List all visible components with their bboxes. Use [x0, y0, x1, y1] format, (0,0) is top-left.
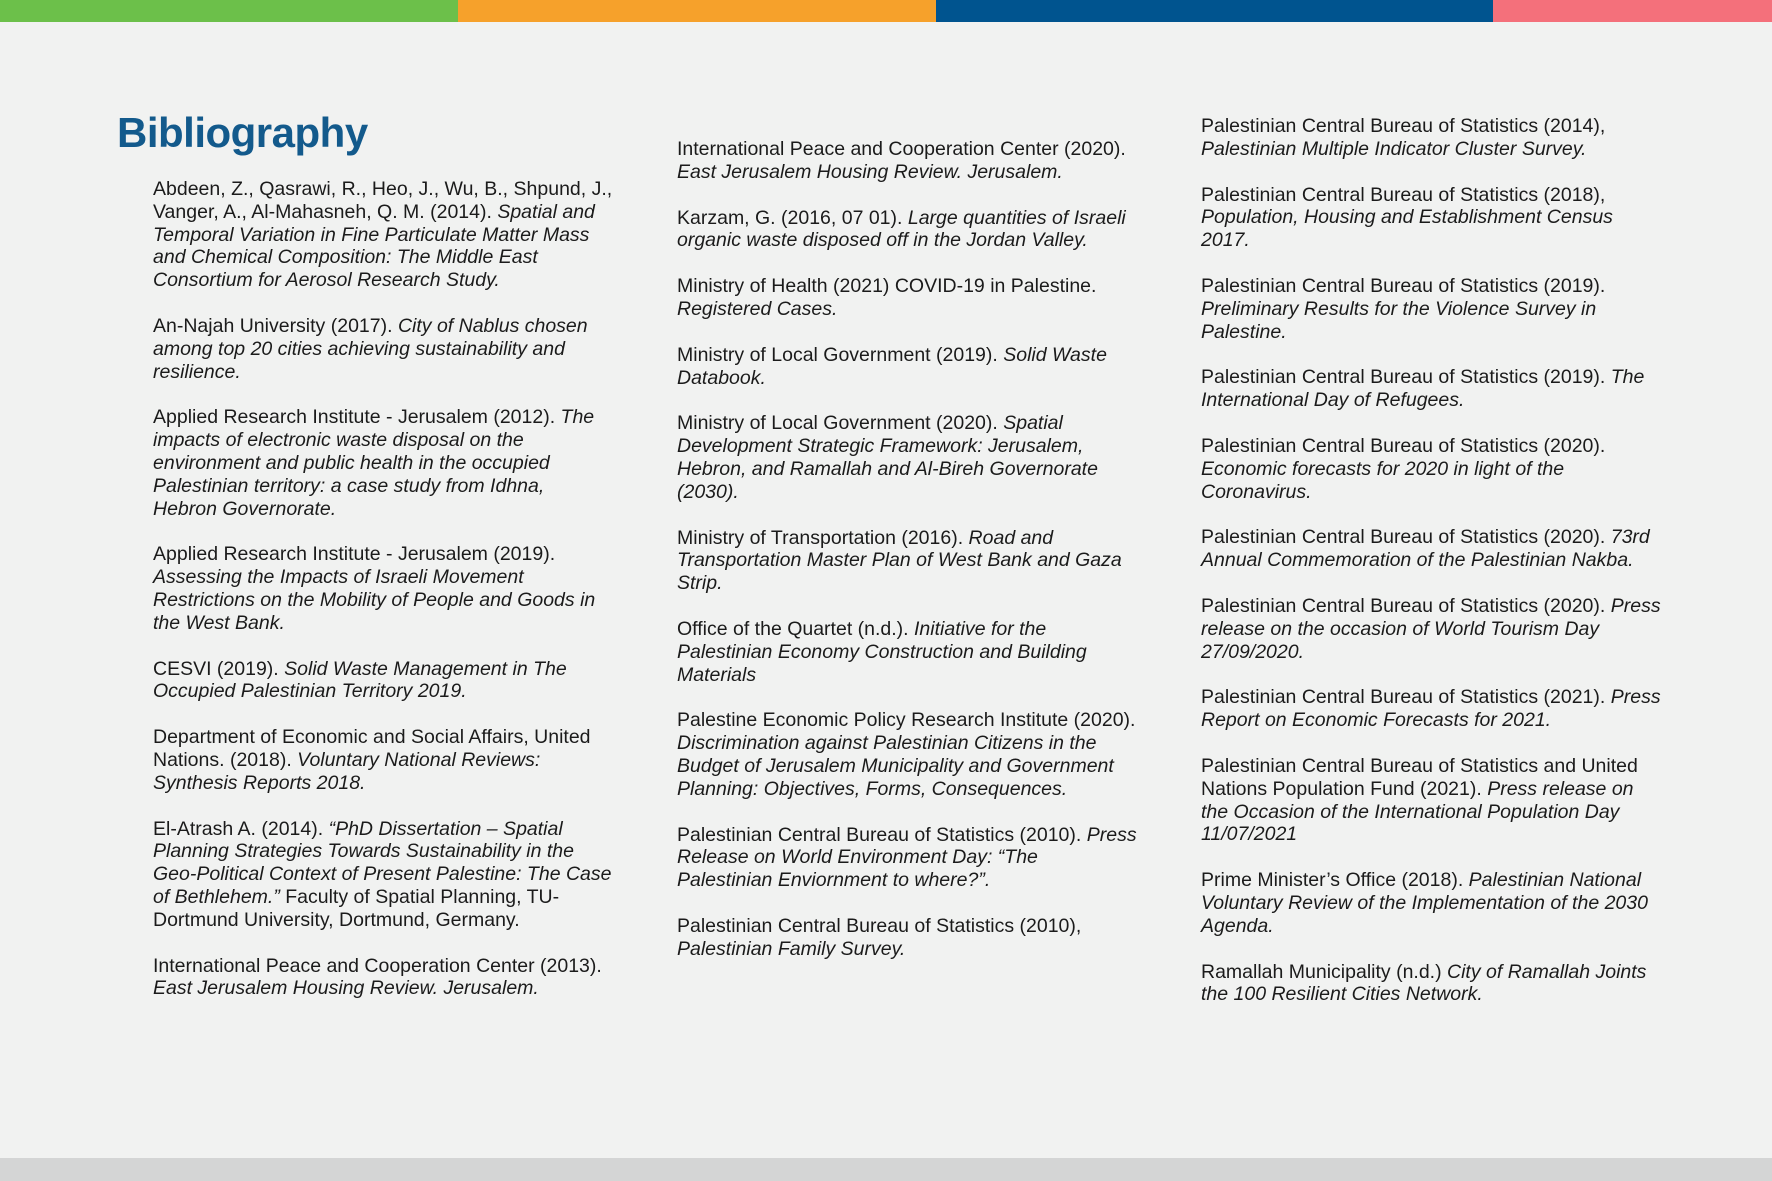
- top-bar-pink-segment: [1493, 0, 1772, 22]
- top-bar-green-segment: [0, 0, 458, 22]
- entry-plain-text: Ministry of Local Government (2019).: [677, 343, 1004, 366]
- bibliography-entry: [1201, 755, 1661, 846]
- entry-plain-text: Palestinian Central Bureau of Statistics (2020).: [1201, 526, 1611, 549]
- entry-plain-text: Ramallah Municipality (n.d.): [1201, 960, 1448, 983]
- entry-plain-text: El-Atrash A. (2014).: [153, 817, 329, 840]
- page-title: Bibliography: [117, 109, 368, 156]
- bibliography-entry: [677, 527, 1137, 595]
- entry-plain-text: Palestinian Central Bureau of Statistics (2010),: [677, 914, 1082, 937]
- entry-plain-text: Palestinian Central Bureau of Statistics (2021).: [1201, 686, 1611, 709]
- bibliography-entry: [1201, 526, 1661, 572]
- bibliography-entry: [1201, 961, 1661, 1007]
- bibliography-column-3: [1201, 115, 1661, 1029]
- entry-plain-text: Ministry of Local Government (2020).: [677, 412, 1004, 435]
- entry-italic-text: Registered Cases.: [677, 297, 838, 320]
- entry-plain-text: Karzam, G. (2016, 07 01).: [677, 206, 908, 229]
- bibliography-entry: [1201, 435, 1661, 503]
- entry-plain-text: Prime Minister’s Office (2018).: [1201, 869, 1469, 892]
- entry-italic-text: Population, Housing and Establishment Census 2017.: [1201, 206, 1613, 252]
- entry-italic-text: City of Nablus chosen among top 20 cities achieving sustainability and resilience.: [153, 314, 588, 383]
- bibliography-entry: [677, 915, 1137, 961]
- entry-italic-text: 73rd Annual Commemoration of the Palestinian Nakba.: [1201, 526, 1650, 572]
- bibliography-entry: [677, 824, 1137, 892]
- bibliography-entry: [153, 315, 613, 383]
- entry-plain-text: Ministry of Transportation (2016).: [677, 526, 969, 549]
- bibliography-entry: [677, 207, 1137, 253]
- bibliography-entry: [153, 178, 613, 292]
- bibliography-entry: [677, 412, 1137, 503]
- entry-italic-text: Press release on the occasion of World Tourism Day 27/09/2020.: [1201, 594, 1661, 663]
- entry-italic-text: Large quantities of Israeli organic waste disposed off in the Jordan Valley.: [677, 206, 1126, 252]
- top-bar-blue-segment: [936, 0, 1493, 22]
- bibliography-entry: [153, 543, 613, 634]
- bibliography-entry: [677, 275, 1137, 321]
- bibliography-entry: [1201, 686, 1661, 732]
- entry-plain-text: Abdeen, Z., Qasrawi, R., Heo, J., Wu, B., Shpund, J., Vanger, A., Al-Mahasneh, Q. M. (2014).: [153, 178, 613, 223]
- entry-italic-text: East Jerusalem Housing Review. Jerusalem.: [677, 160, 1063, 183]
- entry-plain-text: Ministry of Health (2021) COVID-19 in Palestine.: [677, 275, 1097, 298]
- entry-plain-text: Palestinian Central Bureau of Statistics (2019).: [1201, 366, 1611, 389]
- entry-plain-text: International Peace and Cooperation Center (2013).: [153, 954, 602, 977]
- entry-italic-text: Assessing the Impacts of Israeli Movement Restrictions on the Mobility of People and Goods in the West Bank.: [153, 566, 596, 634]
- entry-italic-text: Spatial and Temporal Variation in Fine Particulate Matter Mass and Chemical Composition: The Middle East Consortium for Aerosol Research Study.: [153, 200, 595, 292]
- bibliography-entry: [153, 406, 613, 520]
- bibliography-entry: [1201, 869, 1661, 937]
- bibliography-entry: [677, 709, 1137, 800]
- entry-italic-text: Road and Transportation Master Plan of West Bank and Gaza Strip.: [677, 526, 1122, 595]
- entry-italic-text: “PhD Dissertation – Spatial Planning Strategies Towards Sustainability in the Geo-Political Context of Present Palestine: The Case of Bethlehem.”: [153, 817, 612, 908]
- entry-plain-text: Applied Research Institute - Jerusalem (2012).: [153, 406, 561, 429]
- bibliography-entry: [153, 955, 613, 1001]
- entry-plain-text: Palestinian Central Bureau of Statistics (2010).: [677, 823, 1087, 846]
- entry-italic-text: Palestinian Multiple Indicator Cluster Survey.: [1201, 137, 1587, 160]
- bibliography-entry: [153, 658, 613, 704]
- bibliography-entry: [677, 618, 1137, 686]
- entry-italic-text: The International Day of Refugees.: [1201, 366, 1645, 412]
- bibliography-entry: [153, 726, 613, 794]
- entry-italic-text: Initiative for the Palestinian Economy Construction and Building Materials: [677, 617, 1087, 686]
- entry-italic-text: Press release on the Occasion of the International Population Day 11/07/2021: [1201, 777, 1634, 846]
- entry-plain-text: Applied Research Institute - Jerusalem (2019).: [153, 543, 556, 566]
- entry-italic-text: The impacts of electronic waste disposal on the environment and public health in the occupied Palestinian territory: a case study from Idhna, Hebron Governorate.: [153, 406, 595, 520]
- entry-italic-text: City of Ramallah Joints the 100 Resilient Cities Network.: [1201, 960, 1647, 1006]
- entry-plain-text: Department of Economic and Social Affairs, United Nations. (2018).: [153, 726, 591, 771]
- bottom-bar: [0, 1158, 1772, 1181]
- bibliography-entry: [1201, 366, 1661, 412]
- bibliography-entry: [1201, 275, 1661, 343]
- entry-italic-text: Press Release on World Environment Day: “The Palestinian Enviornment to where?”.: [677, 823, 1137, 892]
- top-color-bar: [0, 0, 1772, 22]
- entry-plain-text: Palestinian Central Bureau of Statistics and United Nations Population Fund (2021).: [1201, 754, 1638, 800]
- entry-italic-text: Economic forecasts for 2020 in light of the Coronavirus.: [1201, 457, 1565, 503]
- entry-italic-text: Spatial Development Strategic Framework: Jerusalem, Hebron, and Ramallah and Al-Bireh Governorate (2030).: [677, 412, 1098, 503]
- entry-plain-text: An-Najah University (2017).: [153, 314, 398, 337]
- entry-italic-text: East Jerusalem Housing Review. Jerusalem.: [153, 977, 539, 1000]
- entry-plain-text: Office of the Quartet (n.d.).: [677, 617, 914, 640]
- bibliography-column-2: [677, 138, 1137, 984]
- bibliography-entry: [1201, 595, 1661, 663]
- entry-italic-text: Press Report on Economic Forecasts for 2021.: [1201, 686, 1661, 732]
- entry-plain-text: Palestinian Central Bureau of Statistics (2020).: [1201, 434, 1606, 457]
- bibliography-column-1: [153, 178, 613, 1023]
- entry-plain-text: Palestinian Central Bureau of Statistics (2020).: [1201, 594, 1611, 617]
- entry-plain-text: Palestine Economic Policy Research Institute (2020).: [677, 709, 1136, 732]
- entry-italic-text: Palestinian Family Survey.: [677, 937, 906, 960]
- bibliography-entry: [677, 344, 1137, 390]
- entry-tail-text: Faculty of Spatial Planning, TU-Dortmund University, Dortmund, Germany.: [153, 885, 560, 931]
- entry-italic-text: Preliminary Results for the Violence Survey in Palestine.: [1201, 297, 1597, 343]
- bibliography-entry: [1201, 184, 1661, 252]
- entry-italic-text: Palestinian National Voluntary Review of the Implementation of the 2030 Agenda.: [1201, 869, 1648, 937]
- top-bar-orange-segment: [458, 0, 936, 22]
- entry-plain-text: Palestinian Central Bureau of Statistics (2014),: [1201, 115, 1606, 137]
- entry-italic-text: Solid Waste Management in The Occupied Palestinian Territory 2019.: [153, 657, 567, 703]
- entry-italic-text: Solid Waste Databook.: [677, 343, 1107, 389]
- entry-plain-text: Palestinian Central Bureau of Statistics (2019).: [1201, 274, 1606, 297]
- entry-italic-text: Discrimination against Palestinian Citizens in the Budget of Jerusalem Municipality and Government Planning: Objectives, Forms, Consequences.: [677, 732, 1114, 800]
- bibliography-entry: [1201, 115, 1661, 161]
- entry-italic-text: Voluntary National Reviews: Synthesis Reports 2018.: [153, 748, 541, 794]
- entry-plain-text: CESVI (2019).: [153, 657, 285, 680]
- entry-plain-text: International Peace and Cooperation Center (2020).: [677, 138, 1126, 160]
- entry-plain-text: Palestinian Central Bureau of Statistics (2018),: [1201, 183, 1606, 206]
- bibliography-entry: [677, 138, 1137, 184]
- bibliography-entry: [153, 818, 613, 932]
